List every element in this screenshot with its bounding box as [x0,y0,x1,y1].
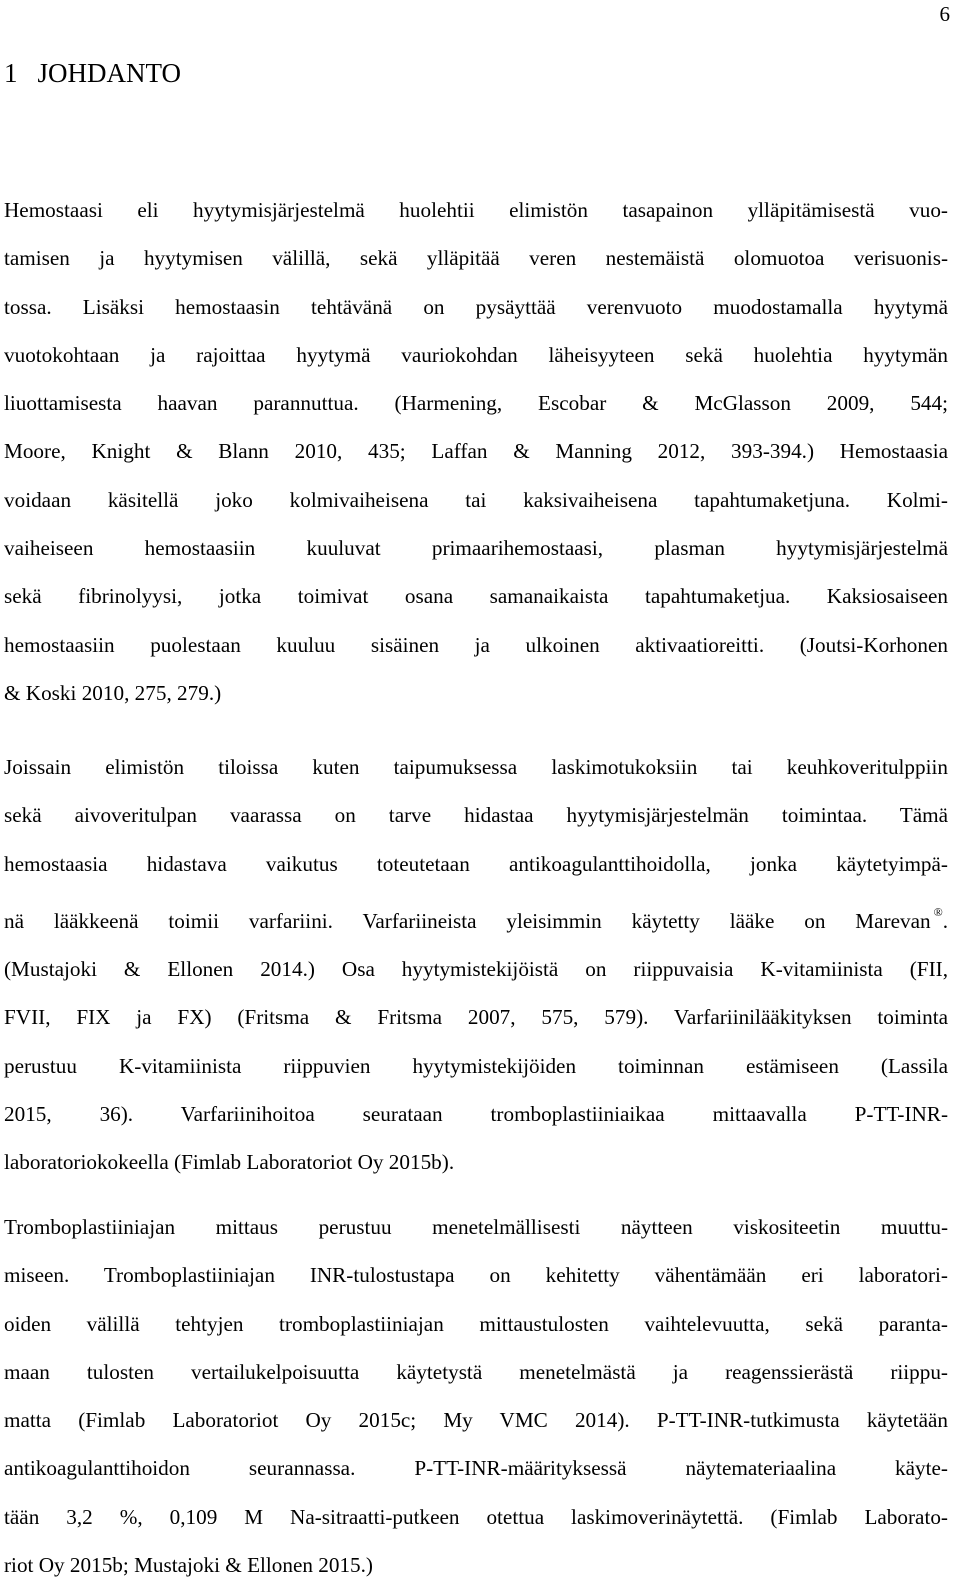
page-number: 6 [939,2,950,26]
text-line: antikoagulanttihoidon seurannassa. P-TT-INR-määrityksessä näytemateriaalina käyte- [4,1456,948,1481]
text-line: vuotokohtaan ja rajoittaa hyytymä vauriokohdan läheisyyteen sekä huolehtia hyytymän [4,342,948,367]
text-line: laboratoriokokeella (Fimlab Laboratoriot Oy 2015b). [4,1150,455,1175]
text-line: perustuu K-vitamiinista riippuvien hyytymistekijöiden toiminnan estämiseen (Lassila [4,1053,948,1078]
text-line: maan tulosten vertailukelpoisuutta käytetystä menetelmästä ja reagenssierästä riippu- [4,1359,948,1384]
text-line: sekä fibrinolyysi, jotka toimivat osana samanaikaista tapahtumaketjua. Kaksiosaiseen [4,584,948,609]
text-line: miseen. Tromboplastiiniajan INR-tulostustapa on kehitetty vähentämään eri laboratori- [4,1263,948,1288]
text-line: tään 3,2 %, 0,109 M Na-sitraatti-putkeen otettua laskimoverinäytettä. (Fimlab Laborato- [4,1504,948,1529]
text-line: FVII, FIX ja FX) (Fritsma & Fritsma 2007, 575, 579). Varfariinilääkityksen toiminta [4,1005,948,1030]
text-line: Hemostaasi eli hyytymisjärjestelmä huolehtii elimistön tasapainon ylläpitämisestä vuo- [4,198,948,222]
chapter-heading [4,58,181,89]
text-line: tamisen ja hyytymisen välillä, sekä ylläpitää veren nestemäistä olomuotoa verisuonis- [4,246,948,271]
chapter-number: 1 [4,58,18,88]
text-line: hemostaasiin puolestaan kuuluu sisäinen ja ulkoinen aktivaatioreitti. (Joutsi-Korhonen [4,632,948,657]
text-line: vaiheiseen hemostaasiin kuuluvat primaarihemostaasi, plasman hyytymisjärjestelmä [4,536,948,561]
text-line: Joissain elimistön tiloissa kuten taipumuksessa laskimotukoksiin tai keuhkoveritulppiin [4,755,948,779]
text-line: voidaan käsitellä joko kolmivaiheisena tai kaksivaiheisena tapahtumaketjuna. Kolmi- [4,487,948,512]
text-line: hemostaasia hidastava vaikutus toteutetaan antikoagulanttihoidolla, jonka käytetyimpä- [4,851,948,876]
text-line: riot Oy 2015b; Mustajoki & Ellonen 2015.) [4,1553,373,1578]
paragraph-2 [4,743,948,1187]
text-line: liuottamisesta haavan parannuttua. (Harmening, Escobar & McGlasson 2009, 544; [4,391,948,416]
paragraph-3 [4,1203,948,1589]
text-line: oiden välillä tehtyjen tromboplastiiniajan mittaustulosten vaihtelevuutta, sekä paranta- [4,1311,948,1336]
text-line: sekä aivoveritulpan vaarassa on tarve hidastaa hyytymisjärjestelmän toimintaa. Tämä [4,803,948,828]
text-line: Moore, Knight & Blann 2010, 435; Laffan & Manning 2012, 393-394.) Hemostaasia [4,439,948,464]
text-line: 2015, 36). Varfariinihoitoa seurataan tromboplastiiniaikaa mittaavalla P-TT-INR- [4,1102,948,1127]
paragraph-1 [4,186,948,717]
registered-mark: ® [933,904,943,919]
text-line: Tromboplastiiniajan mittaus perustuu menetelmällisesti näytteen viskositeetin muuttu- [4,1215,948,1239]
marevan-period: . [942,908,948,933]
text-line: (Mustajoki & Ellonen 2014.) Osa hyytymistekijöistä on riippuvaisia K-vitamiinista (FII, [4,957,948,982]
text-line: tossa. Lisäksi hemostaasin tehtävänä on pysäyttää verenvuoto muodostamalla hyytymä [4,294,948,319]
text-line: matta (Fimlab Laboratoriot Oy 2015c; My VMC 2014). P-TT-INR-tutkimusta käytetään [4,1408,948,1433]
chapter-title: JOHDANTO [37,58,182,88]
text-line-marevan [4,888,948,945]
text-line: & Koski 2010, 275, 279.) [4,680,222,705]
marevan-text: nä lääkkeenä toimii varfariini. Varfariineista yleisimmin käytetty lääke on Marevan [4,908,931,933]
